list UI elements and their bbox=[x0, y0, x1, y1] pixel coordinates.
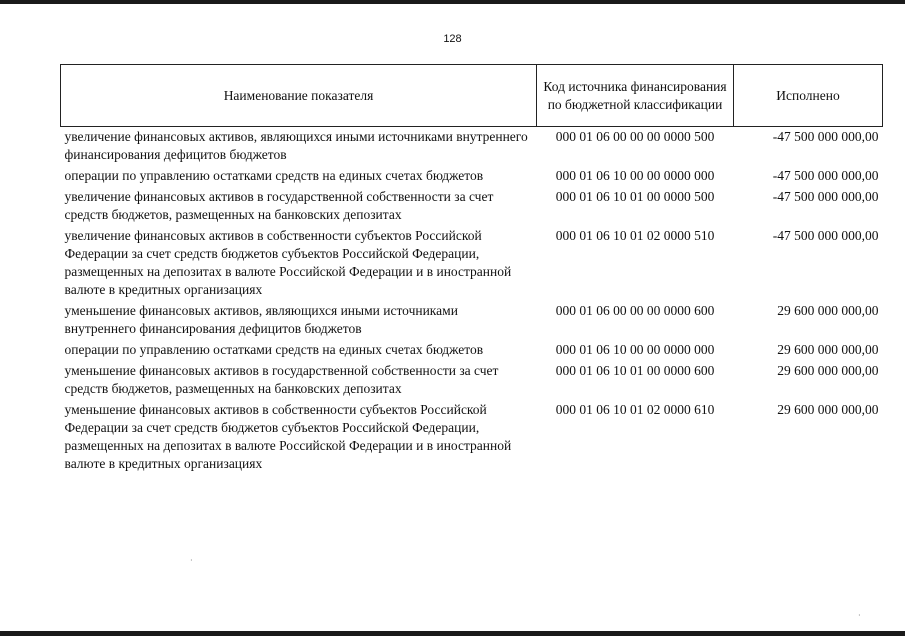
row-executed-amount: 29 600 000 000,00 bbox=[777, 402, 879, 417]
header-executed: Исполнено bbox=[734, 65, 883, 127]
row-source-code: 000 01 06 00 00 00 0000 500 bbox=[555, 129, 715, 144]
row-source-code: 000 01 06 10 01 00 0000 500 bbox=[555, 189, 715, 204]
page-number: 128 bbox=[443, 33, 462, 45]
row-executed-amount: -47 500 000 000,00 bbox=[772, 168, 879, 183]
row-executed-amount: -47 500 000 000,00 bbox=[772, 189, 879, 204]
table-row bbox=[61, 227, 883, 302]
financing-sources-table bbox=[60, 64, 883, 476]
header-indicator-name: Наименование показателя bbox=[61, 65, 537, 127]
table-row bbox=[61, 167, 883, 188]
row-source-code: 000 01 06 10 00 00 0000 000 bbox=[555, 342, 715, 357]
row-source-code: 000 01 06 10 01 00 0000 600 bbox=[555, 363, 715, 378]
table-row bbox=[61, 188, 883, 227]
row-executed-amount: -47 500 000 000,00 bbox=[772, 228, 879, 243]
table-row bbox=[61, 341, 883, 362]
row-indicator-name: уменьшение финансовых активов в собственности субъектов Российской Федерации за счет средств бюджетов субъектов Российской Федерации, размещенных на депозитах в валюте Российской Федерации и в иностранной валюте в кредитных организациях bbox=[64, 402, 512, 471]
row-source-code: 000 01 06 10 01 02 0000 510 bbox=[555, 228, 715, 243]
row-indicator-name: уменьшение финансовых активов в государственной собственности за счет средств бюджетов, размещенных на банковских депозитах bbox=[64, 363, 499, 396]
header-row bbox=[61, 65, 883, 127]
header-source-code: Код источника финансирования по бюджетной классификации bbox=[537, 65, 734, 127]
row-indicator-name: увеличение финансовых активов, являющихся иными источниками внутреннего финансирования дефицитов бюджетов bbox=[64, 129, 528, 162]
row-executed-amount: 29 600 000 000,00 bbox=[777, 303, 879, 318]
table-row bbox=[61, 302, 883, 341]
row-executed-amount: 29 600 000 000,00 bbox=[777, 363, 879, 378]
row-executed-amount: -47 500 000 000,00 bbox=[772, 129, 879, 144]
table-body bbox=[61, 127, 883, 477]
scan-speck: · bbox=[858, 611, 861, 620]
table-header bbox=[61, 65, 883, 127]
row-source-code: 000 01 06 10 00 00 0000 000 bbox=[555, 168, 715, 183]
bottom-border-rule bbox=[0, 631, 905, 636]
row-indicator-name: операции по управлению остатками средств на единых счетах бюджетов bbox=[64, 342, 484, 357]
row-source-code: 000 01 06 10 01 02 0000 610 bbox=[555, 402, 715, 417]
table-row bbox=[61, 127, 883, 168]
top-border-rule bbox=[0, 0, 905, 4]
row-executed-amount: 29 600 000 000,00 bbox=[777, 342, 879, 357]
row-source-code: 000 01 06 00 00 00 0000 600 bbox=[555, 303, 715, 318]
row-indicator-name: операции по управлению остатками средств на единых счетах бюджетов bbox=[64, 168, 484, 183]
row-indicator-name: увеличение финансовых активов в собственности субъектов Российской Федерации за счет средств бюджетов субъектов Российской Федерации, размещенных на депозитах в валюте Российской Федерации и в иностранной валюте в кредитных организациях bbox=[64, 228, 512, 297]
row-indicator-name: увеличение финансовых активов в государственной собственности за счет средств бюджетов, размещенных на банковских депозитах bbox=[64, 189, 494, 222]
scan-speck: · bbox=[190, 556, 193, 565]
table-row bbox=[61, 362, 883, 401]
row-indicator-name: уменьшение финансовых активов, являющихся иными источниками внутреннего финансирования дефицитов бюджетов bbox=[64, 303, 458, 336]
table-row bbox=[61, 401, 883, 476]
